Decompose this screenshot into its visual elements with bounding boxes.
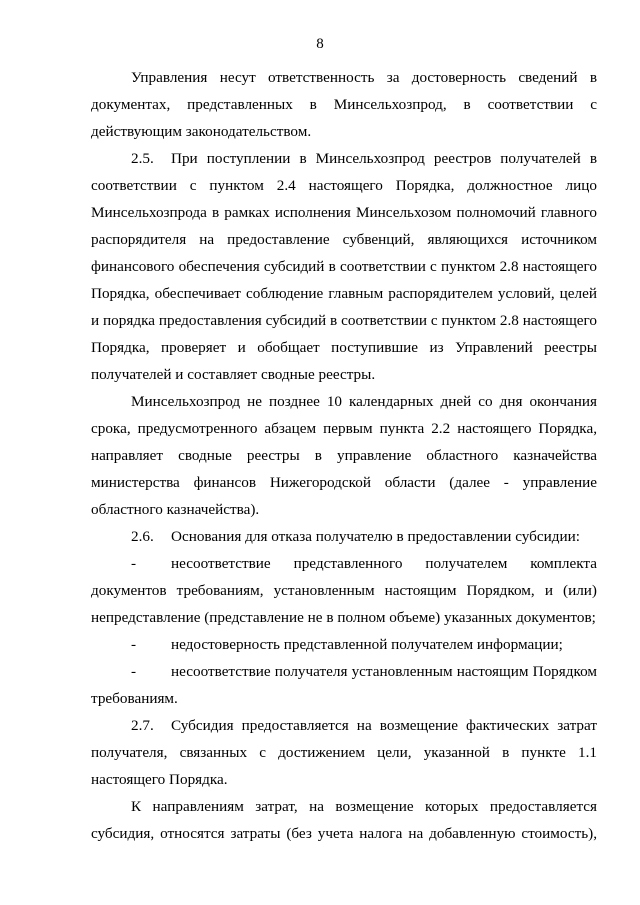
text-line: финансового обеспечения субсидий в соответствии с пунктом 2.8 настоящего — [91, 258, 597, 275]
text-line: Минсельхозпрод не позднее 10 календарных дней со дня окончания — [131, 393, 597, 410]
text-line: настоящего Порядка. — [91, 771, 228, 788]
text-line: Порядка, проверяет и обобщает поступившие из Управлений реестры — [91, 339, 597, 356]
text-line: распорядителя на предоставление субвенций, являющихся источником — [91, 231, 597, 248]
text-line: получателя, связанных с достижением цели, указанной в пункте 1.1 — [91, 744, 597, 761]
page-number: 8 — [316, 36, 324, 52]
text-line: несоответствие представленного получателем комплекта — [171, 555, 597, 572]
text-line: документов требованиям, установленным настоящим Порядком, и (или) — [91, 582, 597, 599]
text-line: непредставление (представление не в полном объеме) указанных документов; — [91, 609, 596, 626]
text-line: направляет сводные реестры в управление областного казначейства — [91, 447, 597, 464]
list-dash: - — [131, 555, 137, 572]
text-line: Порядка, обеспечивает соблюдение главным распорядителем условий, целей — [91, 285, 597, 302]
text-line: областного казначейства). — [91, 501, 260, 518]
list-item — [0, 635, 640, 655]
text-line: Минсельхозпрода в рамках исполнения Минсельхозом полномочий главного — [91, 204, 597, 221]
text-line: соответствии с пунктом 2.4 настоящего Порядка, должностное лицо — [91, 177, 597, 194]
text-line: требованиям. — [91, 690, 178, 707]
text-line: субсидия, относятся затраты (без учета налога на добавленную стоимость), — [91, 825, 597, 842]
text-line: несоответствие получателя установленным настоящим Порядком — [171, 663, 597, 680]
list-item — [0, 554, 640, 574]
clause-number: 2.5. — [131, 150, 154, 167]
text-line: министерства финансов Нижегородской области (далее - управление — [91, 474, 597, 491]
text-line: получателей и составляет сводные реестры. — [91, 366, 376, 383]
clause-2-7 — [0, 716, 640, 736]
list-dash: - — [131, 636, 137, 653]
text-line: срока, предусмотренного абзацем первым пункта 2.2 настоящего Порядка, — [91, 420, 597, 437]
clause-number: 2.7. — [131, 717, 154, 734]
clause-2-5 — [0, 149, 640, 169]
clause-2-6 — [0, 527, 640, 547]
text-line: При поступлении в Минсельхозпрод реестров получателей в — [171, 150, 597, 167]
list-item — [0, 662, 640, 682]
text-line: Управления несут ответственность за достоверность сведений в — [131, 69, 597, 86]
list-dash: - — [131, 663, 137, 680]
text-line: Субсидия предоставляется на возмещение фактических затрат — [171, 717, 597, 734]
text-line: и порядка предоставления субсидий в соответствии с пунктом 2.8 настоящего — [91, 312, 597, 329]
text-line: документах, представленных в Минсельхозпрод, в соответствии с — [91, 96, 597, 113]
clause-number: 2.6. — [131, 528, 154, 545]
text-line: К направлениям затрат, на возмещение которых предоставляется — [131, 798, 597, 815]
text-line: недостоверность представленной получателем информации; — [171, 636, 563, 653]
text-line: Основания для отказа получателю в предоставлении субсидии: — [171, 528, 580, 545]
text-line: действующим законодательством. — [91, 123, 312, 140]
